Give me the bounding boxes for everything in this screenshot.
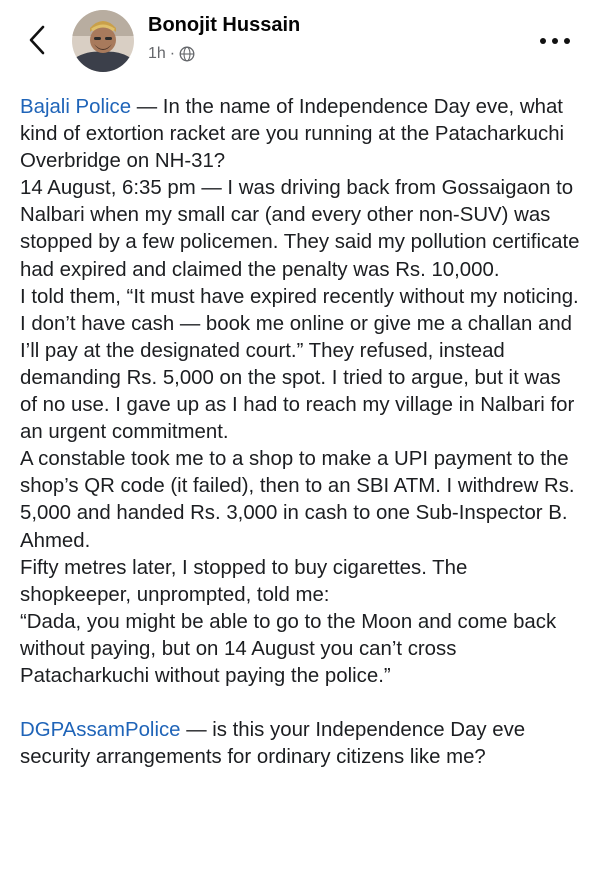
more-options-button[interactable]: [538, 34, 572, 48]
post-text: — In the name of Independence Day eve, what kind of extortion racket are you running at the Patacharkuchi Overbridge on NH-31?: [20, 96, 565, 173]
post-time[interactable]: 1h: [148, 45, 166, 62]
post-paragraph: [20, 94, 580, 175]
profile-photo-icon: [72, 10, 134, 72]
post-paragraph: 14 August, 6:35 pm — I was driving back from Gossaigaon to Nalbari when my small car (and every other non-SUV) was stopped by a few policemen. They said my pollution certificate had expired and claimed the penalty was Rs. 10,000.: [20, 177, 580, 281]
paragraph-gap: [20, 690, 580, 717]
post-paragraph: Fifty metres later, I stopped to buy cigarettes. The shopkeeper, unprompted, told me:: [20, 556, 468, 606]
post-paragraph: “Dada, you might be able to go to the Moon and come back without paying, but on 14 August you can’t cross Patacharkuchi without paying the police.”: [20, 610, 557, 687]
globe-icon[interactable]: [179, 46, 195, 62]
post-paragraph: [20, 717, 580, 771]
meta-separator: ·: [169, 45, 176, 62]
post-text: — is this your Independence Day eve security arrangements for ordinary citizens like me?: [20, 719, 526, 769]
post-body: [20, 94, 580, 771]
more-dots-icon: [538, 34, 572, 48]
back-arrow-icon: [29, 25, 45, 55]
avatar[interactable]: [72, 10, 134, 72]
post-meta: [148, 45, 195, 63]
post-header: [0, 0, 591, 80]
author-name[interactable]: Bonojit Hussain: [148, 14, 301, 36]
mention-link[interactable]: DGPAssamPolice: [20, 719, 181, 742]
back-button[interactable]: [22, 22, 52, 58]
mention-link[interactable]: Bajali Police: [20, 96, 132, 118]
post-paragraph: I told them, “It must have expired recently without my noticing. I don’t have cash — book me online or give me a challan and I’ll pay at the designated court.” They refused, instead demanding Rs. 5,000 on the spot. I tried to argue, but it was of no use. I gave up as I had to reach my village in Nalbari for an urgent commitment.: [20, 285, 579, 444]
post-paragraph: A constable took me to a shop to make a UPI payment to the shop’s QR code (it failed), then to an SBI ATM. I withdrew Rs. 5,000 and handed Rs. 3,000 in cash to one Sub-Inspector B. Ahmed.: [20, 448, 575, 552]
